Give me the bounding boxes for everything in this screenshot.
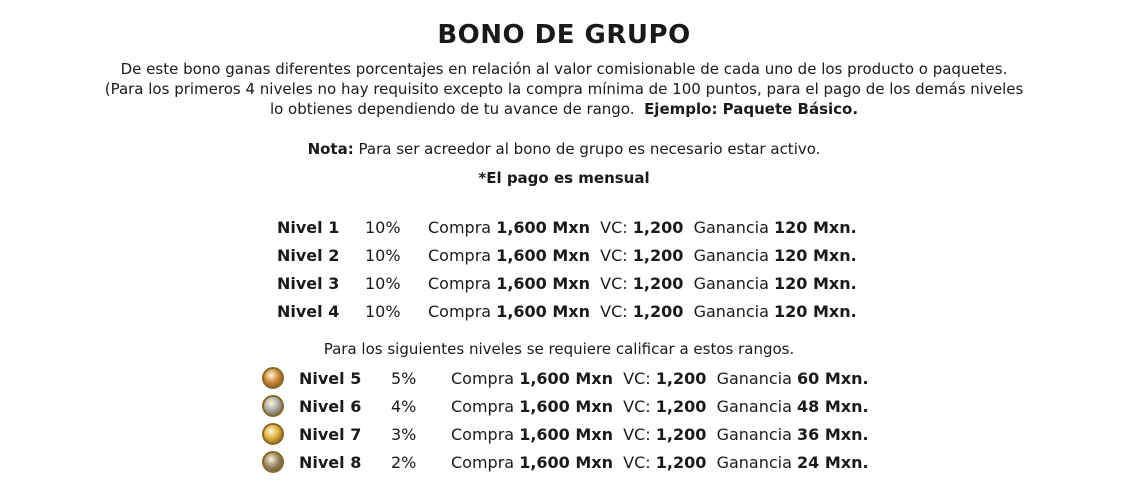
rank-medal-icon (262, 423, 284, 445)
ganancia-value: 24 Mxn. (797, 452, 869, 472)
level-row (262, 448, 869, 476)
level-name: Nivel 5 (299, 368, 362, 388)
level-details (428, 246, 857, 265)
ganancia-label: Ganancia (716, 396, 792, 416)
vc-label: VC: (623, 368, 651, 388)
rank-medal-icon (262, 451, 284, 473)
ganancia-label: Ganancia (716, 368, 792, 388)
ganancia-value: 48 Mxn. (797, 396, 869, 416)
level-percentage: 10% (365, 301, 401, 321)
level-row (277, 269, 857, 297)
compra-label: Compra (451, 452, 515, 472)
vc-value: 1,200 (655, 452, 707, 472)
vc-label: VC: (623, 396, 651, 416)
vc-label: VC: (600, 301, 628, 321)
vc-value: 1,200 (632, 217, 684, 237)
level-row (277, 213, 857, 241)
compra-value: 1,600 Mxn (519, 396, 613, 416)
level-details (428, 218, 857, 237)
ganancia-value: 120 Mxn. (774, 301, 857, 321)
intro-example: Ejemplo: Paquete Básico. (644, 100, 859, 118)
ganancia-label: Ganancia (693, 273, 769, 293)
level-details (428, 302, 857, 321)
level-name: Nivel 4 (277, 301, 340, 321)
ganancia-label: Ganancia (716, 452, 792, 472)
compra-label: Compra (451, 424, 515, 444)
ganancia-label: Ganancia (693, 245, 769, 265)
ranked-levels-list (262, 364, 869, 476)
rank-medal-icon (262, 367, 284, 389)
vc-value: 1,200 (632, 245, 684, 265)
ganancia-label: Ganancia (693, 217, 769, 237)
nota-line (0, 140, 1128, 158)
vc-label: VC: (623, 424, 651, 444)
level-row (262, 392, 869, 420)
requirement-text: Para los siguientes niveles se requiere calificar a estos rangos. (323, 340, 795, 358)
vc-label: VC: (623, 452, 651, 472)
ganancia-label: Ganancia (693, 301, 769, 321)
ganancia-value: 60 Mxn. (797, 368, 869, 388)
level-row (277, 241, 857, 269)
level-details (428, 274, 857, 293)
level-row (277, 297, 857, 325)
vc-label: VC: (600, 273, 628, 293)
pago-mensual: *El pago es mensual (478, 169, 650, 187)
compra-value: 1,600 Mxn (496, 245, 590, 265)
nota-label: Nota: (307, 140, 354, 158)
compra-value: 1,600 Mxn (519, 368, 613, 388)
level-percentage: 4% (391, 396, 417, 416)
compra-value: 1,600 Mxn (496, 273, 590, 293)
vc-value: 1,200 (655, 396, 707, 416)
level-details (451, 425, 869, 444)
level-name: Nivel 8 (299, 452, 362, 472)
ganancia-label: Ganancia (716, 424, 792, 444)
ganancia-value: 120 Mxn. (774, 273, 857, 293)
level-name: Nivel 6 (299, 396, 362, 416)
ganancia-value: 120 Mxn. (774, 217, 857, 237)
vc-value: 1,200 (655, 424, 707, 444)
vc-value: 1,200 (632, 301, 684, 321)
basic-levels-list (277, 213, 857, 325)
level-name: Nivel 2 (277, 245, 340, 265)
ganancia-value: 120 Mxn. (774, 245, 857, 265)
level-percentage: 10% (365, 273, 401, 293)
intro-paragraph (40, 59, 1088, 119)
level-name: Nivel 1 (277, 217, 340, 237)
level-percentage: 10% (365, 245, 401, 265)
level-name: Nivel 7 (299, 424, 362, 444)
intro-line-1: De este bono ganas diferentes porcentajes en relación al valor comisionable de cada uno de los producto o paquetes. (120, 60, 1008, 78)
vc-label: VC: (600, 245, 628, 265)
rank-medal-icon (262, 395, 284, 417)
level-name: Nivel 3 (277, 273, 340, 293)
vc-value: 1,200 (655, 368, 707, 388)
compra-label: Compra (428, 217, 492, 237)
level-percentage: 10% (365, 217, 401, 237)
intro-line-3 (40, 99, 1088, 119)
compra-label: Compra (428, 273, 492, 293)
compra-label: Compra (451, 396, 515, 416)
level-row (262, 364, 869, 392)
nota-text: Para ser acreedor al bono de grupo es necesario estar activo. (358, 140, 821, 158)
ganancia-value: 36 Mxn. (797, 424, 869, 444)
intro-line-3-text: lo obtienes dependiendo de tu avance de rango. (269, 100, 635, 118)
vc-label: VC: (600, 217, 628, 237)
compra-value: 1,600 Mxn (519, 452, 613, 472)
compra-label: Compra (428, 245, 492, 265)
compra-label: Compra (451, 368, 515, 388)
compra-label: Compra (428, 301, 492, 321)
level-row (262, 420, 869, 448)
level-details (451, 397, 869, 416)
compra-value: 1,600 Mxn (496, 217, 590, 237)
compra-value: 1,600 Mxn (519, 424, 613, 444)
page-title: BONO DE GRUPO (437, 20, 691, 50)
level-percentage: 5% (391, 368, 417, 388)
intro-line-2: (Para los primeros 4 niveles no hay requisito excepto la compra mínima de 100 puntos, para el pago de los demás niveles (104, 80, 1024, 98)
level-percentage: 2% (391, 452, 417, 472)
level-details (451, 369, 869, 388)
compra-value: 1,600 Mxn (496, 301, 590, 321)
vc-value: 1,200 (632, 273, 684, 293)
level-percentage: 3% (391, 424, 417, 444)
level-details (451, 453, 869, 472)
